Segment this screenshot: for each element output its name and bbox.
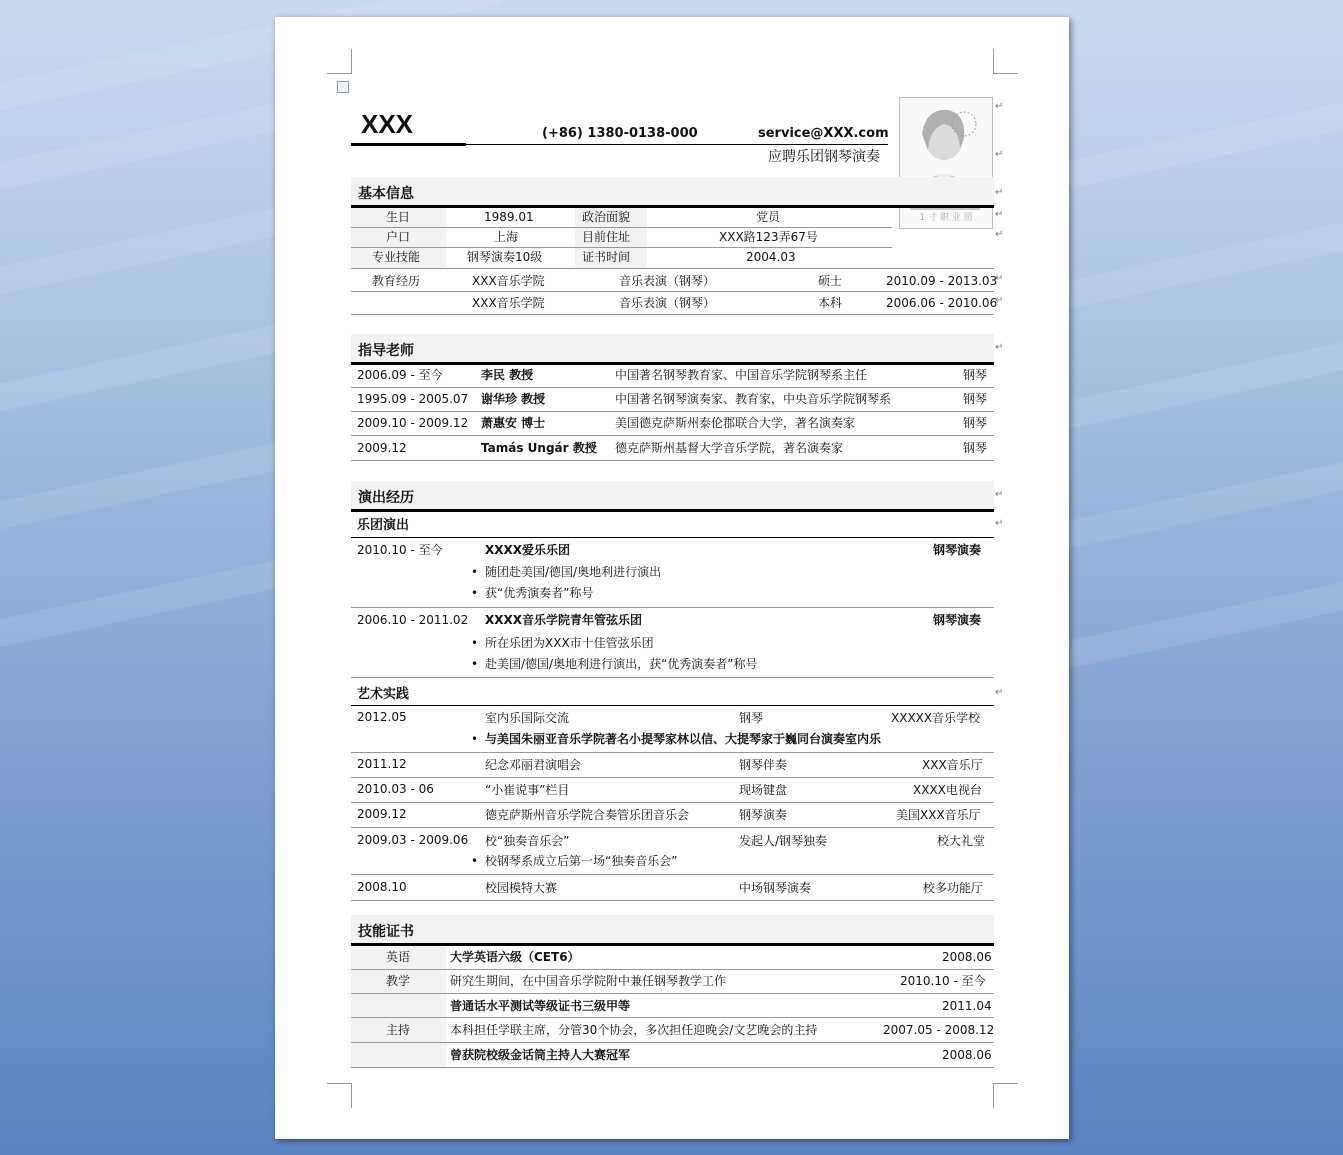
candidate-name: XXX xyxy=(361,109,414,139)
practice-period: 2009.03 - 2009.06 xyxy=(357,833,469,847)
crop-mark xyxy=(993,49,1018,74)
document-page[interactable] xyxy=(275,17,1069,1139)
practice-event: 校园模特大赛 xyxy=(485,881,558,895)
skill-desc: 大学英语六级（CET6） xyxy=(450,950,580,964)
skill-desc: 本科担任学联主席，分管30个协会，多次担任迎晚会/文艺晚会的主持 xyxy=(450,1023,818,1037)
row-divider xyxy=(351,900,994,901)
row-divider xyxy=(351,291,994,292)
practice-role: 中场钢琴演奏 xyxy=(739,881,812,895)
row-divider xyxy=(351,874,994,875)
paragraph-mark-icon: ↵ xyxy=(995,687,1004,698)
practice-role: 现场键盘 xyxy=(739,783,788,797)
practice-venue: 校多功能厅 xyxy=(923,881,984,895)
practice-role: 钢琴演奏 xyxy=(739,808,788,822)
value-hukou: 上海 xyxy=(494,230,519,244)
paragraph-mark-icon: ↵ xyxy=(995,273,1004,284)
section-performance xyxy=(351,481,994,512)
row-divider xyxy=(351,387,994,388)
orchestra-role: 钢琴演奏 xyxy=(933,613,982,627)
row-divider xyxy=(351,1017,994,1018)
orchestra-bullet: 所在乐团为XXX市十佳管弦乐团 xyxy=(485,636,654,650)
table-move-handle-icon[interactable] xyxy=(337,81,349,93)
bullet: • xyxy=(471,657,479,671)
section-skills xyxy=(351,915,994,946)
label-birthday: 生日 xyxy=(386,210,411,224)
paragraph-mark-icon: ↵ xyxy=(995,342,1004,353)
practice-venue: XXXX电视台 xyxy=(913,783,982,797)
practice-role: 发起人/钢琴独奏 xyxy=(739,834,828,848)
practice-note: 校钢琴系成立后第一场“独奏音乐会” xyxy=(485,854,678,868)
row-divider xyxy=(351,411,994,412)
skill-date: 2011.04 xyxy=(942,999,992,1013)
section-teachers xyxy=(351,334,994,365)
practice-period: 2010.03 - 06 xyxy=(357,782,434,796)
section-basic-info xyxy=(351,177,994,208)
label-skill: 专业技能 xyxy=(372,250,421,264)
label-education: 教育经历 xyxy=(372,274,421,288)
paragraph-mark-icon: ↵ xyxy=(995,101,1004,112)
row-divider xyxy=(351,1067,994,1068)
paragraph-mark-icon: ↵ xyxy=(995,187,1004,198)
skill-date: 2008.06 xyxy=(942,1048,992,1062)
row-divider xyxy=(351,607,994,608)
teacher-period: 2009.10 - 2009.12 xyxy=(357,416,469,430)
bullet: • xyxy=(471,586,479,600)
practice-role: 钢琴伴奏 xyxy=(739,758,788,772)
profile-photo xyxy=(899,97,993,229)
section-title: 演出经历 xyxy=(358,490,414,506)
practice-event: 室内乐国际交流 xyxy=(485,711,570,725)
row-divider xyxy=(351,802,994,803)
orchestra-name: XXXX音乐学院青年管弦乐团 xyxy=(485,613,643,627)
practice-note: 与美国朱丽亚音乐学院著名小提琴家林以信、大提琴家于巍同台演奏室内乐 xyxy=(485,732,882,746)
orchestra-bullet: 赴美国/德国/奥地利进行演出，获“优秀演奏者”称号 xyxy=(485,657,758,671)
edu-degree: 本科 xyxy=(818,296,843,310)
row-divider xyxy=(351,227,892,228)
paragraph-mark-icon: ↵ xyxy=(995,149,1004,160)
practice-period: 2012.05 xyxy=(357,710,407,724)
phone-number: (+86) 1380-0138-000 xyxy=(542,126,698,141)
edu-degree: 硕士 xyxy=(818,274,843,288)
practice-venue: XXXXX音乐学校 xyxy=(891,711,981,725)
skill-date: 2007.05 - 2008.12 xyxy=(883,1023,995,1037)
paragraph-mark-icon: ↵ xyxy=(995,489,1004,500)
bullet: • xyxy=(471,732,479,746)
email-address: service@XXX.com xyxy=(758,126,889,141)
teacher-name: 萧惠安 博士 xyxy=(481,416,546,430)
label-political: 政治面貌 xyxy=(582,210,631,224)
skill-desc: 普通话水平测试等级证书三级甲等 xyxy=(450,999,631,1013)
practice-period: 2011.12 xyxy=(357,757,407,771)
skill-label: 教学 xyxy=(386,974,411,988)
bullet: • xyxy=(471,565,479,579)
skill-label: 英语 xyxy=(386,950,411,964)
practice-event: 德克萨斯州音乐学院合奏管乐团音乐会 xyxy=(485,808,690,822)
crop-mark xyxy=(327,49,352,74)
skill-date: 2008.06 xyxy=(942,950,992,964)
label-address: 目前住址 xyxy=(582,230,631,244)
job-objective: 应聘乐团钢琴演奏 xyxy=(768,149,880,165)
subsection-practice: 艺术实践 xyxy=(357,687,410,702)
teacher-desc: 美国德克萨斯州泰伦郡联合大学，著名演奏家 xyxy=(615,416,856,430)
teacher-subject: 钢琴 xyxy=(963,416,988,430)
edu-period: 2006.06 - 2010.06 xyxy=(886,296,998,310)
teacher-subject: 钢琴 xyxy=(963,392,988,406)
value-cert-time: 2004.03 xyxy=(746,250,796,264)
header-rule xyxy=(466,144,888,145)
label-cert-time: 证书时间 xyxy=(582,250,631,264)
row-divider xyxy=(351,969,994,970)
skill-label: 主持 xyxy=(386,1023,411,1037)
crop-mark xyxy=(327,1083,352,1108)
row-divider xyxy=(351,677,994,678)
teacher-period: 2009.12 xyxy=(357,441,407,455)
row-divider xyxy=(351,247,892,248)
label-hukou: 户口 xyxy=(386,230,411,244)
practice-venue: 美国XXX音乐厅 xyxy=(896,808,981,822)
edu-major: 音乐表演（钢琴） xyxy=(619,296,716,310)
practice-event: “小崔说事”栏目 xyxy=(485,783,570,797)
row-divider xyxy=(351,705,994,706)
paragraph-mark-icon: ↵ xyxy=(995,518,1004,529)
skill-desc: 研究生期间，在中国音乐学院附中兼任钢琴教学工作 xyxy=(450,974,727,988)
teacher-name: 谢华珍 教授 xyxy=(481,392,546,406)
teacher-subject: 钢琴 xyxy=(963,441,988,455)
row-divider xyxy=(351,435,994,436)
teacher-desc: 中国著名钢琴演奏家、教育家，中央音乐学院钢琴系 xyxy=(615,392,892,406)
orchestra-period: 2010.10 - 至今 xyxy=(357,543,443,557)
edu-major: 音乐表演（钢琴） xyxy=(619,274,716,288)
section-title: 指导老师 xyxy=(358,343,414,359)
teacher-name: Tamás Ungár 教授 xyxy=(481,441,597,455)
paragraph-mark-icon: ↵ xyxy=(995,229,1004,240)
orchestra-bullet: 获“优秀演奏者”称号 xyxy=(485,586,594,600)
value-birthday: 1989.01 xyxy=(484,210,534,224)
edu-school: XXX音乐学院 xyxy=(472,296,545,310)
section-title: 基本信息 xyxy=(358,186,414,202)
practice-period: 2009.12 xyxy=(357,807,407,821)
row-divider xyxy=(351,1042,994,1043)
value-address: XXX路123弄67号 xyxy=(719,230,818,244)
row-divider xyxy=(351,993,994,994)
svg-text:1 寸 职 业 照: 1 寸 职 业 照 xyxy=(919,213,973,223)
bullet: • xyxy=(471,854,479,868)
teacher-desc: 德克萨斯州基督大学音乐学院，著名演奏家 xyxy=(615,441,844,455)
practice-role: 钢琴 xyxy=(739,711,764,725)
skill-desc: 曾获院校级金话筒主持人大赛冠军 xyxy=(450,1048,631,1062)
skill-date: 2010.10 - 至今 xyxy=(900,974,986,988)
row-divider xyxy=(351,777,994,778)
orchestra-name: XXXX爱乐乐团 xyxy=(485,543,571,557)
paragraph-mark-icon: ↵ xyxy=(995,209,1004,220)
orchestra-period: 2006.10 - 2011.02 xyxy=(357,613,469,627)
row-divider xyxy=(351,268,994,269)
teacher-period: 1995.09 - 2005.07 xyxy=(357,392,469,406)
row-divider xyxy=(351,537,994,538)
crop-mark xyxy=(993,1083,1018,1108)
practice-event: 校“独奏音乐会” xyxy=(485,834,570,848)
section-title: 技能证书 xyxy=(358,924,414,940)
subsection-orchestra: 乐团演出 xyxy=(357,518,410,533)
practice-period: 2008.10 xyxy=(357,880,407,894)
paragraph-mark-icon: ↵ xyxy=(995,295,1004,306)
practice-venue: 校大礼堂 xyxy=(937,834,986,848)
orchestra-role: 钢琴演奏 xyxy=(933,543,982,557)
row-divider xyxy=(351,827,994,828)
edu-school: XXX音乐学院 xyxy=(472,274,545,288)
practice-event: 纪念邓丽君演唱会 xyxy=(485,758,582,772)
value-political: 党员 xyxy=(756,210,781,224)
row-divider xyxy=(351,314,994,315)
row-divider xyxy=(351,752,994,753)
avatar-placeholder-icon xyxy=(900,98,992,228)
edu-period: 2010.09 - 2013.03 xyxy=(886,274,998,288)
teacher-subject: 钢琴 xyxy=(963,368,988,382)
teacher-period: 2006.09 - 至今 xyxy=(357,368,443,382)
teacher-name: 李民 教授 xyxy=(481,368,534,382)
bullet: • xyxy=(471,636,479,650)
value-skill: 钢琴演奏10级 xyxy=(467,250,543,264)
practice-venue: XXX音乐厅 xyxy=(922,758,983,772)
row-divider xyxy=(351,460,994,461)
name-underline xyxy=(351,143,466,146)
teacher-desc: 中国著名钢琴教育家、中国音乐学院钢琴系主任 xyxy=(615,368,868,382)
orchestra-bullet: 随团赴美国/德国/奥地利进行演出 xyxy=(485,565,662,579)
